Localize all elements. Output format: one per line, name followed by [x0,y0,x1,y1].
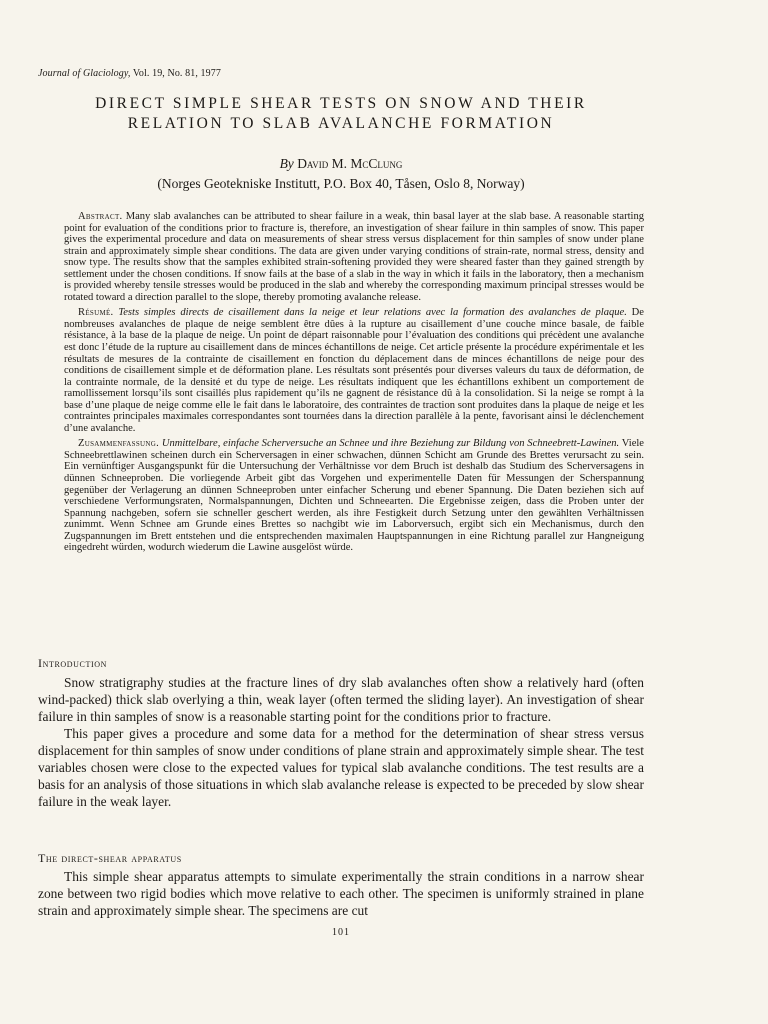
author-line [38,154,644,174]
zusammenfassung-title: Unmittelbare, einfache Scherversuche an Schnee und ihre Beziehung zur Bildung von Schneebrett-Lawinen. [159,438,620,450]
apparatus-paragraph-1: This simple shear apparatus attempts to simulate experimentally the strain conditions in a narrow shear zone between two rigid bodies which move relative to each other. The specimen is uniformly strained in plane strain and approximately simple shear. The specimens are cut [38,869,644,918]
abstract-french [64,307,644,434]
introduction-paragraph-2: This paper gives a procedure and some data for a method for the determination of shear stress versus displacement for thin samples of snow under conditions of plane strain and approximately simple shear. The test variables chosen were close to the expected values for typical slab avalanche conditions. The test results are a basis for an analysis of those situations in which slab avalanche release is expected to be preceded by slow shear failure in the weak layer. [38,726,644,809]
zusammenfassung-lead: Zusammenfassung. [78,438,160,450]
abstracts-block [64,211,644,558]
journal-page [38,0,644,1024]
author-affiliation: (Norges Geotekniske Institutt, P.O. Box 40, Tåsen, Oslo 8, Norway) [157,176,525,191]
author-by: By [279,156,294,171]
title-line-2: RELATION TO SLAB AVALANCHE FORMATION [127,115,555,132]
zusammenfassung-text: Viele Schneebrettlawinen scheinen durch ein Scherversagen in einer schwachen, dünnen Schicht am Grunde des Brettes verursacht zu sein. Ein vernünftiger Ausgangspunkt für die Untersuchung der Verhältnisse vor dem Bruch ist deshalb das Studium des Scherversagens in dünnen Schneeproben. Die vorliegende Arbeit gibt das Vorgehen und experimentelle Daten für Messungen der Scherspannung gegenüber der Verlagerung an dünnen Schneeproben unter einfacher Scherung und ebener Spannung. Die Daten beziehen sich auf verschiedene Verformungsraten, Normalspannungen, Dichten und Schneearten. Die Ergebnisse zeigen, dass die Proben unter der Spannung nachgeben, sofern sie schneller geschert werden, als ihre Festigkeit durch Setzung unter den gewählten Verhältnissen zunimmt. Wenn Schnee am Grunde eines Brettes so nachgibt wie im Laborversuch, ergibt sich ein Mechanismus, durch den Zugspannungen im Brett entstehen und die entsprechenden maximalen Hauptspannungen in eine Richtung parallel zur Hangneigung eingedreht würden, wodurch wiederum die Lawine ausgelöst würde. [64,438,644,554]
journal-name: Journal of Glaciology, [38,68,131,79]
abstract-german [64,438,644,553]
journal-volume: Vol. 19, No. 81, 1977 [130,68,221,79]
page-number: 101 [332,927,350,938]
introduction-body [38,674,644,810]
abstract-lead: Abstract. [78,211,123,222]
author-name: David M. McClung [297,156,403,171]
apparatus-heading: The direct-shear apparatus [38,851,182,865]
resume-lead: Résumé. [78,307,114,319]
apparatus-body [38,868,644,919]
paper-title [38,94,644,134]
resume-title: Tests simples directs de cisaillement dans la neige et leur relations avec la formation des avalanches de plaque. [113,307,627,319]
journal-citation [38,68,221,79]
title-line-1: DIRECT SIMPLE SHEAR TESTS ON SNOW AND THEIR [95,95,587,112]
introduction-paragraph-1: Snow stratigraphy studies at the fracture lines of dry slab avalanches often show a relatively hard (often wind-packed) thick slab overlying a thin, weak layer (often termed the sliding layer). An investigation of shear failure in thin samples of snow is a reasonable starting point for the conditions prior to fracture. [38,675,644,724]
resume-text: De nombreuses avalanches de plaque de neige semblent être dûes à la rupture au cisaillement d’une couche mince basale, de faible résistance, à la base de la plaque de neige. Un point de départ raisonnable pour l’évaluation des conditions qui précèdent une avalanche est donc l’étude de la rupture au cisaillement dans de minces échantillons de neige. Cet article présente la procédure expérimentale et les résultats de mesures de la contrainte de cisaillement en fonction du déplacement dans de minces échantillons de neige pour des conditions de cisaillement simple et de déformation plane. Les résultats sont présentés pour diverses valeurs du taux de déformation, de la contrainte normale, de la densité et du type de neige. Les résultats indiquent que les échantillons exhibent un comportement de ramollissement lorsqu’ils sont cisaillés plus rapidement qu’ils ne gagnent de résistance dû à la consolidation. Si la neige se rompt à la base d’une plaque de neige comme elle le fait dans le laboratoire, des contraintes de traction sont produites dans la plaque de neige et les contraintes principales maximales correspondantes sont tournées dans la direction parallèle à la pente, favorisant ainsi le déclenchement d’une avalanche. [64,307,644,434]
introduction-heading: Introduction [38,656,107,670]
abstract-english [64,211,644,303]
abstract-text: Many slab avalanches can be attributed to shear failure in a weak, thin basal layer at the slab base. A reasonable starting point for evaluation of the conditions prior to fracture is, therefore, an investigation of shear failure in thin samples of snow. This paper gives the experimental procedure and data on measurements of shear stress versus displacement for thin samples of snow under plane strain and approximately simple shear conditions. The data are given under varying conditions of strain-rate, normal stress, density and snow type. The results show that the samples exhibited strain-softening provided they were sheared faster than they gained strength by settlement under the chosen conditions. If snow fails at the base of a slab in the way in which it fails in the laboratory, then a mechanism is provided whereby tensile stresses would be produced in the slab and whereby the corresponding maximum principal stresses would be rotated toward a direction parallel to the slope, thereby promoting avalanche release. [64,211,644,303]
